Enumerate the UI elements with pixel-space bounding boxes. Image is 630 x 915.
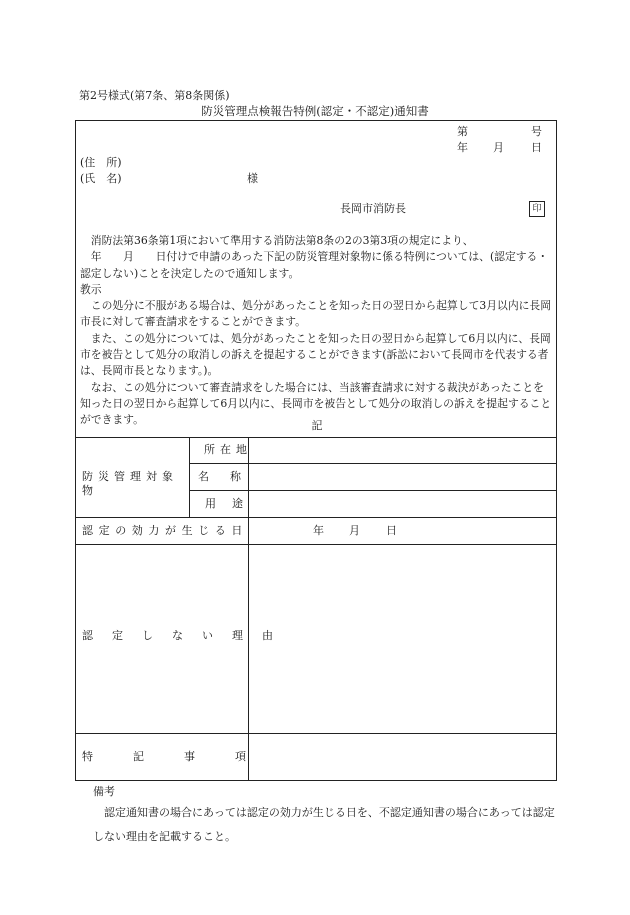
rule-effective: [76, 544, 556, 545]
effective-hi: 日: [386, 524, 397, 537]
number-dai: 第: [457, 125, 468, 138]
location-label: 所在地: [204, 443, 252, 456]
instruction-heading: 教示: [80, 282, 102, 296]
remarks-text: 認定通知書の場合にあっては認定の効力が生じる日を、不認定通知書の場合にあっては認定しない理由を記載すること。: [93, 806, 555, 843]
body-paragraph-2: 年 月 日付けで申請のあった下記の防災管理対象物に係る特例については、(認定する・認定しない)ことを決定したので通知します。: [80, 250, 549, 280]
form-number: 第2号様式(第7条、第8条関係): [79, 89, 230, 102]
date-tsuki: 月: [493, 141, 504, 154]
vrule-value: [248, 437, 249, 780]
rule-use: [76, 517, 556, 518]
effective-date-label: 認定の効力が生じる日: [82, 524, 248, 537]
body-paragraph-3: この処分に不服がある場合は、処分があったことを知った日の翌日から起算して3月以内に長岡市長に対して審査請求をすることができます。: [80, 299, 552, 329]
notice-form: [75, 120, 557, 781]
use-label: 用途: [205, 497, 259, 510]
date-nen: 年: [457, 141, 468, 154]
name-field-label: 名称: [198, 470, 262, 483]
reason-label: 認定しない理由: [82, 629, 292, 642]
object-label-text: 防災管理対象物: [82, 470, 178, 498]
body-paragraph-4: また、この処分については、処分があったことを知った日の翌日から起算して6月以内に、長岡市を被告として処分の取消しの訴えを提起することができます(訴訟において長岡市を代表する者は、長岡市長となります。)。: [80, 331, 551, 378]
object-label: [82, 470, 182, 499]
honorific: 様: [247, 172, 258, 185]
name-label: (氏 名): [80, 172, 122, 185]
notice-body: [80, 233, 554, 429]
ki-label: 記: [311, 419, 323, 432]
body-paragraph-5: なお、この処分について審査請求をした場合には、当該審査請求に対する裁決があったことを知った日の翌日から起算して6月以内に、長岡市を被告として処分の取消しの訴えを提起することができます。: [80, 380, 552, 427]
rule-location: [189, 463, 556, 464]
rule-name: [189, 490, 556, 491]
body-paragraph-1: 消防法第36条第1項において準用する消防法第8条の2の3第3項の規定により、: [90, 234, 474, 247]
seal-box: 印: [529, 201, 545, 217]
vrule-object: [189, 437, 190, 517]
remarks-title: 備考: [93, 785, 115, 798]
rule-reason: [76, 733, 556, 734]
notes-label: 特記事項: [82, 750, 286, 763]
document-title: 防災管理点検報告特例(認定・不認定)通知書: [201, 104, 429, 118]
number-go: 号: [531, 125, 542, 138]
effective-nen: 年: [313, 524, 324, 537]
address-label: (住 所): [80, 156, 122, 169]
effective-tsuki: 月: [349, 524, 360, 537]
table-top-rule: [76, 437, 556, 438]
issuer: 長岡市消防長: [340, 202, 406, 215]
date-hi: 日: [531, 141, 542, 154]
